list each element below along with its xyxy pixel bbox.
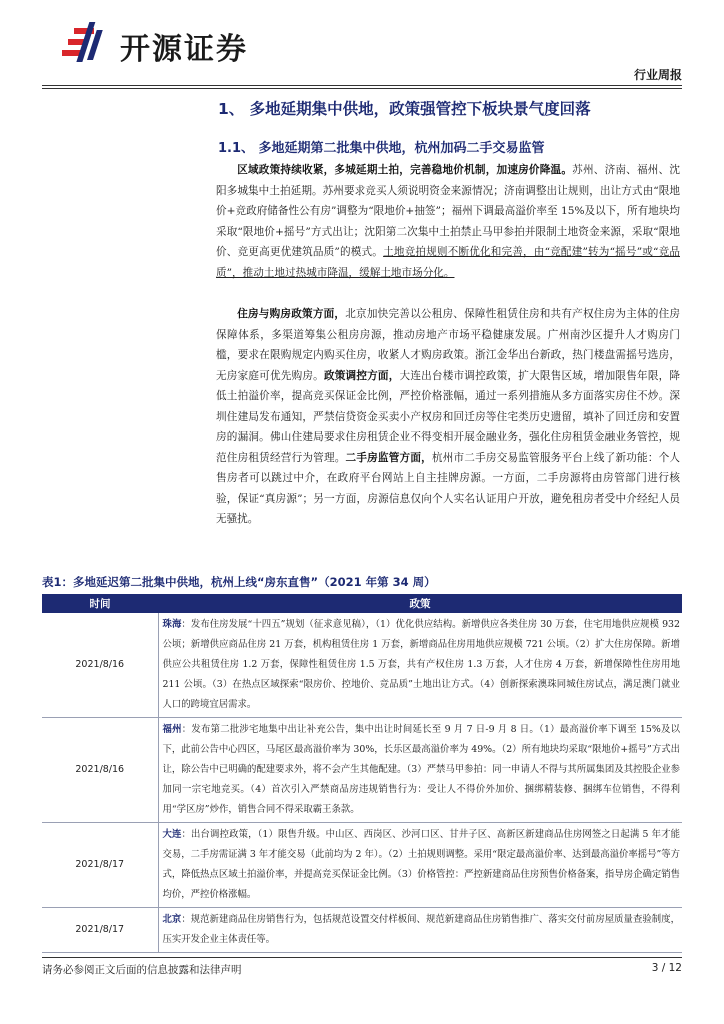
row-policy-text: ：发布第二批涉宅地集中出让补充公告，集中出让时间延长至 9 月 7 日-9 月 8 日。（1）最高溢价率下调至 15%及以下，此前公告中心四区，马尾区最高溢价率为 30%，长乐区最高溢价率为 49%。（2）所有地块均采取“限地价+摇号”方式出让，除公告中已明确的配建要求外，将不会产生其他配建。（3）严禁马甲参拍：同一申请人不得与其所属集团及其控股企业参加同一宗宅地竞买。（4）首次引入严禁商品房违规销售行为：受让人不得价外加价、捆绑精装修、捆绑车位销售，不得利用“学区房”炒作，销售合同不得采取霸王条款。 xyxy=(162,724,680,815)
row-date: 2021/8/16 xyxy=(42,718,158,823)
row-policy xyxy=(158,823,682,908)
paragraph-lead-regulation: 政策调控方面， xyxy=(323,369,400,382)
table-row xyxy=(42,823,682,908)
row-city: 福州 xyxy=(162,724,182,735)
row-city: 北京 xyxy=(162,914,182,925)
report-type-label: 行业周报 xyxy=(633,68,682,82)
row-policy-text: ：规范新建商品住房销售行为，包括规范设置交付样板间、规范新建商品住房销售推广、落实交付前房屋质量查验制度，压实开发企业主体责任等。 xyxy=(162,914,680,945)
table-row xyxy=(42,908,682,953)
column-header-time: 时间 xyxy=(42,594,158,613)
header-divider-secondary xyxy=(42,88,682,89)
table-row xyxy=(42,613,682,718)
paragraph-body-regulation: 大连出台楼市调控政策，扩大限售区域，增加限售年限，降低土拍溢价率，提高竞买保证金比例，严控价格涨幅，通过一系列措施从多方面落实房住不炒。深圳住建局发布通知，严禁信贷资金买卖小产权房和回迁房等住宅类历史遗留，填补了回迁房和安置房的漏洞。佛山住建局要求住房租赁企业不得变相开展金融业务，强化住房租赁金融业务管控，规范住房租赁经营行为管理。 xyxy=(216,369,681,464)
table-title: 表1：多地延迟第二批集中供地，杭州上线“房东直售”（2021 年第 34 周） xyxy=(42,575,436,589)
footer-divider xyxy=(42,957,682,958)
subsection-heading: 1.1、 多地延期第二批集中供地，杭州加码二手交易监管 xyxy=(218,141,545,156)
row-date: 2021/8/17 xyxy=(42,823,158,908)
paragraph-body-housing: 北京加快完善以公租房、保障性租赁住房和共有产权住房为主体的住房保障体系，多渠道筹集公租房房源，推动房地产市场平稳健康发展。广州南沙区提升人才购房门槛，要求在限购规定内购买住房，收紧人才购房政策。浙江金华出台新政，热门楼盘需摇号选房，无房家庭可优先购房。 xyxy=(216,308,681,382)
footer-disclaimer: 请务必参阅正文后面的信息披露和法律声明 xyxy=(42,964,242,976)
paragraph-lead-housing: 住房与购房政策方面， xyxy=(237,308,346,320)
table-header-row xyxy=(42,594,682,613)
paragraph-body-secondhand: 杭州市二手房交易监管服务平台上线了新功能：个人售房者可以跳过中介，在政府平台网站上自主挂牌房源。一方面，二手房源将由房管部门进行核验，保证“真房源”；另一方面，房源信息仅向个人实名认证用户开放，避免租房者受中介经纪人员无骚扰。 xyxy=(216,451,681,525)
paragraph-regional-policy xyxy=(216,160,680,283)
row-policy xyxy=(158,908,682,953)
brand-name: 开源证券 xyxy=(120,32,248,67)
brand-logo xyxy=(60,20,280,67)
row-date: 2021/8/16 xyxy=(42,613,158,718)
row-policy xyxy=(158,613,682,718)
paragraph-body: 苏州、济南、福州、沈阳多城集中土拍延期。苏州要求竞买人须说明资金来源情况；济南调整出让规则，出让方式由“限地价+竞政府储备性公有房”调整为“限地价+抽签”；福州下调最高溢价率至 15%及以下，所有地块均采取“限地价+摇号”方式出让；沈阳第二次集中土拍禁止马甲参拍并限制土地资金来源，采取“限地价、竞更高更优建筑品质”的模式。 xyxy=(216,164,680,258)
row-city: 大连 xyxy=(162,829,182,840)
column-header-policy: 政策 xyxy=(158,594,682,613)
policy-table xyxy=(42,594,682,953)
header-divider xyxy=(42,85,682,86)
page-header xyxy=(0,0,724,80)
logo-mark-icon xyxy=(60,20,112,64)
row-date: 2021/8/17 xyxy=(42,908,158,953)
paragraph-housing-policy xyxy=(216,304,680,530)
row-policy-text: ：出台调控政策，（1）限售升级。中山区、西岗区、沙河口区、甘井子区、高新区新建商品住房网签之日起满 5 年才能交易，二手房需证满 3 年才能交易（此前均为 2 年）。（2）土拍规则调整。采用“限定最高溢价率、达到最高溢价率摇号”等方式，降低热点区域土拍溢价率，并提高竞买保证金比例。（3）价格管控：严控新建商品住房预售价格备案，指导房企确定销售均价，严控价格涨幅。 xyxy=(162,829,681,900)
paragraph-underlined: 土地竞拍规则不断优化和完善，由“竞配建”转为“摇号”或“竞品质”，推动土地过热城市降温，缓解土地市场分化。 xyxy=(216,246,680,279)
table-row xyxy=(42,718,682,823)
section-heading: 1、 多地延期集中供地，政策强管控下板块景气度回落 xyxy=(218,100,591,118)
row-policy-text: ：发布住房发展“十四五”规划（征求意见稿），（1）优化供应结构。新增供应各类住房 30 万套，住宅用地供应规模 932 公顷；新增供应商品住房 21 万套，机构租赁住房 1 万套，新增商品住房用地供应规模 721 公顷。（2）扩大住房保障。新增供应公共租赁住房 1.2 万套，保障性租赁住房 1.5 万套，共有产权住房 1.3 万套，人才住房 4 万套，新增保障性住房用地 211 公顷。（3）在热点区域探索“限房价、控地价、竞品质”土地出让方式。（4）创新探索澳珠同城住房试点，满足澳门就业人口的跨境宜居需求。 xyxy=(162,619,680,710)
row-city: 珠海 xyxy=(162,619,182,630)
page-number: 3 / 12 xyxy=(651,962,682,974)
paragraph-lead: 区域政策持续收紧，多城延期土拍，完善稳地价机制，加速房价降温。 xyxy=(237,164,573,176)
paragraph-lead-secondhand: 二手房监管方面， xyxy=(345,451,432,464)
row-policy xyxy=(158,718,682,823)
